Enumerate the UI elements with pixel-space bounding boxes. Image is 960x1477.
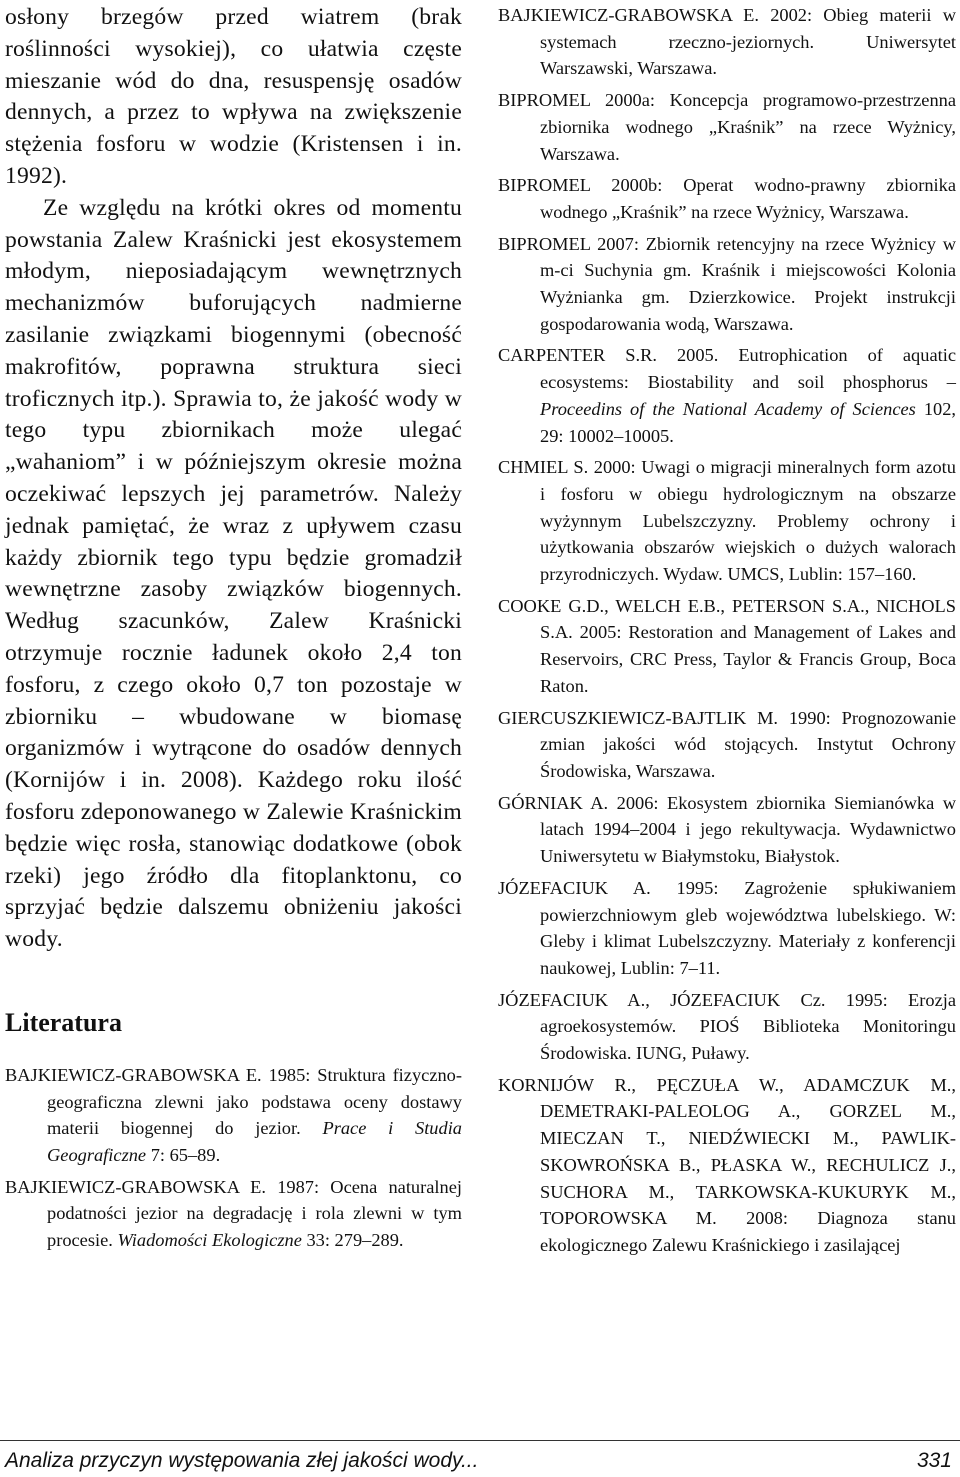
running-title: Analiza przyczyn występowania złej jakości wody... [5,1449,479,1472]
reference-text: BAJKIEWICZ-GRABOWSKA E. 1985: Struktura fizyczno-geograficzna zlewni jako podstawa oceny dostawy materii biogennej do jezior. [5,1064,462,1139]
paragraph-1: osłony brzegów przed wiatrem (brak roślinności wysokiej), co ułatwia częste mieszanie wód do dna, resuspensję osadów dennych, a przez to wpływa na zwiększenie stężenia fosforu w wodzie (Kristensen i in. 1992). [5,4,462,189]
reference-text: CHMIEL S. 2000: Uwagi o migracji mineralnych form azotu i fosforu w obiegu hydrologicznym na obszarze wyżynnym Lubelszczyzny. Problemy ochrony i użytkowania obszarów wiejskich o dużych walorach przyrodniczych. Wydaw. UMCS, Lublin: 157–160. [498,457,956,585]
reference-item [5,1062,462,1169]
reference-tail: 102, 29: 10002–10005. [540,398,957,446]
reference-tail: 33: 279–289. [301,1230,404,1251]
reference-journal: Prace i Studia Geograficzne [47,1118,462,1166]
footer-rule [0,1440,960,1441]
reference-journal: Proceedins of the National Academy of Sciences [540,398,916,419]
reference-text: CARPENTER S.R. 2005. Eutrophication of aquatic ecosystems: Biostability and soil phosphorus – [498,345,956,393]
reference-item [498,1072,956,1259]
right-column [498,2,956,1264]
literature-heading: Literatura [5,1007,122,1037]
reference-item [498,705,956,785]
reference-item [498,2,956,82]
reference-item [5,1174,462,1254]
reference-item [498,593,956,700]
reference-item [498,454,956,588]
reference-item [498,790,956,870]
reference-text: GÓRNIAK A. 2006: Ekosystem zbiornika Siemianówka w latach 1994–2004 i jego rekultywacja. Wydawnictwo Uniwersytetu w Białymstoku, Białystok. [498,792,956,867]
reference-text: BIPROMEL 2000a: Koncepcja programowo-przestrzenna zbiornika wodnego „Kraśnik” na rzece Wyżnicy, Warszawa. [498,90,956,164]
left-column [5,2,462,1259]
reference-text: BIPROMEL 2000b: Operat wodno-prawny zbiornika wodnego „Kraśnik” na rzece Wyżnicy, Warszawa. [498,175,956,222]
reference-text: BIPROMEL 2007: Zbiornik retencyjny na rzece Wyżnicy w m-ci Suchynia gm. Kraśnik i miejscowości Kolonia Wyżnianka gm. Dzierzkowice. Projekt instrukcji gospodarowania wodą, Warszawa. [498,233,956,334]
reference-text: COOKE G.D., WELCH E.B., PETERSON S.A., NICHOLS S.A. 2005: Restoration and Management of Lakes and Reservoirs, CRC Press, Taylor & Francis Group, Boca Raton. [498,595,956,696]
reference-text: KORNIJÓW R., PĘCZUŁA W., ADAMCZUK M., DEMETRAKI-PALEOLOG A., GORZEL M., MIECZAN T., NIEDŹWIECKI M., PAWLIK-SKOWROŃSKA B., PŁASKA W., RECHULICZ J., SUCHORA M., TARKOWSKA-KUKURYK M., TOPOROWSKA M. 2008: Diagnoza stanu ekologicznego Zalewu Kraśnickiego i zasilającej [498,1074,956,1255]
body-text [5,2,462,956]
page-number: 331 [916,1449,952,1472]
reference-tail: 7: 65–89. [146,1145,221,1166]
reference-item [498,987,956,1067]
reference-text: GIERCUSZKIEWICZ-BAJTLIK M. 1990: Prognozowanie zmian jakości wód stojących. Instytut Ochrony Środowiska, Warszawa. [498,707,956,781]
reference-item [498,231,956,338]
reference-text: JÓZEFACIUK A. 1995: Zagrożenie spłukiwaniem powierzchniowym gleb województwa lubelskiego. W: Gleby i klimat Lubelszczyzny. Materiały z konferencji naukowej, Lublin: 7–11. [498,877,956,978]
reference-item [498,172,956,225]
reference-item [498,87,956,167]
reference-text: BAJKIEWICZ-GRABOWSKA E. 1987: Ocena naturalnej podatności jezior na degradację i rola zlewni w tym procesie. [5,1176,462,1251]
reference-text: BAJKIEWICZ-GRABOWSKA E. 2002: Obieg materii w systemach rzeczno-jeziornych. Uniwersytet Warszawski, Warszawa. [498,5,956,79]
reference-item [498,875,956,982]
reference-text: JÓZEFACIUK A., JÓZEFACIUK Cz. 1995: Erozja agroekosystemów. PIOŚ Biblioteka Monitoringu Środowiska. IUNG, Puławy. [498,989,956,1064]
reference-item [498,342,956,449]
references-left [5,1062,462,1254]
paragraph-2: Ze względu na krótki okres od momentu powstania Zalew Kraśnicki jest ekosystemem młodym, nieposiadającym wewnętrznych mechanizmów buforujących nadmierne zasilanie związkami biogennymi (obecność makrofitów, poprawna struktura sieci troficznych itp.). Sprawia to, że jakość wody w tego typu zbiornikach może ulegać „wahaniom” i w późniejszym okresie można oczekiwać lepszych jej parametrów. Należy jednak pamiętać, że wraz z upływem czasu każdy zbiornik tego typu będzie gromadził wewnętrzne zasoby związków biogennych. Według szacunków, Zalew Kraśnicki otrzymuje rocznie ładunek około 2,4 ton fosforu, z czego około 0,7 ton pozostaje w zbiorniku – wbudowane w biomasę organizmów i wytrącone do osadów dennych (Kornijów i in. 2008). Każdego roku ilość fosforu zdeponowanego w Zalewie Kraśnickim będzie więc rosła, stanowiąc dodatkowe (obok rzeki) jego źródło dla fitoplanktonu, co sprzyjać będzie dalszemu obniżeniu jakości wody. [5,194,462,953]
reference-journal: Wiadomości Ekologiczne [117,1230,302,1251]
